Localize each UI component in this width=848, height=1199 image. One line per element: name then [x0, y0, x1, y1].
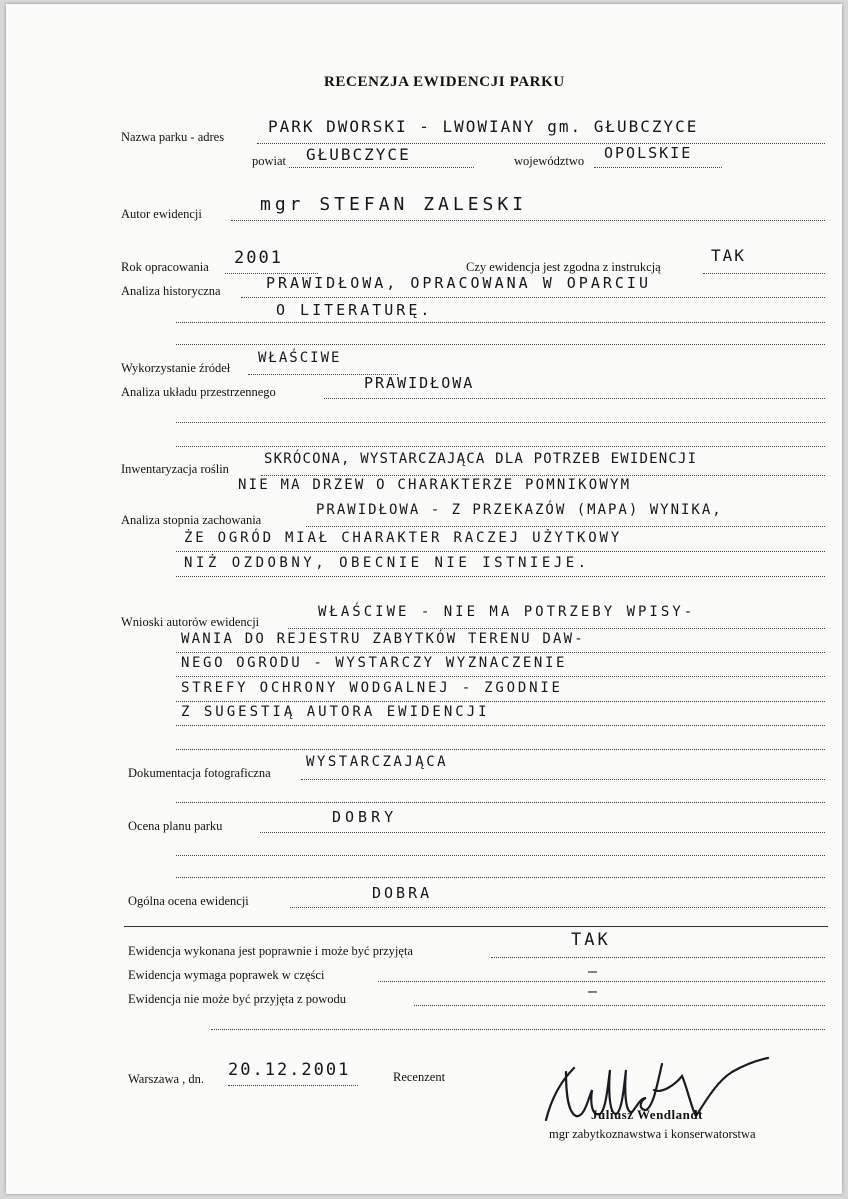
- stopien-value2: ŻE OGRÓD MIAŁ CHARAKTER RACZEJ UŻYTKOWY: [184, 530, 622, 546]
- dokumentacja-value: WYSTARCZAJĄCA: [306, 754, 449, 770]
- stopien-value1: PRAWIDŁOWA - Z PRZEKAZÓW (MAPA) WYNIKA,: [316, 502, 723, 518]
- stopien-line3: [176, 576, 825, 577]
- form-sheet: [6, 4, 842, 1194]
- wnioski-line5: [176, 725, 825, 726]
- form-title: RECENZJA EWIDENCJI PARKU: [324, 74, 565, 90]
- powod-line1: [414, 1005, 825, 1006]
- zgodna-label: Czy ewidencja jest zgodna z instrukcją: [466, 260, 661, 274]
- powod-line2: [211, 1029, 825, 1030]
- reviewer-label: Recenzent: [393, 1070, 446, 1084]
- uklad-label: Analiza układu przestrzennego: [121, 385, 276, 399]
- uklad-line3: [176, 446, 825, 447]
- wojewodztwo-value: OPOLSKIE: [604, 144, 693, 162]
- ogolna-label: Ogólna ocena ewidencji: [128, 894, 249, 908]
- plan-line2: [176, 855, 825, 856]
- wnioski-label: Wnioski autorów ewidencji: [121, 615, 260, 629]
- wnioski-line2: [176, 652, 825, 653]
- powod-value: —: [588, 982, 600, 1000]
- stopien-line2: [176, 551, 825, 552]
- poprawek-label: Ewidencja wymaga poprawek w części: [128, 968, 325, 982]
- rok-label: Rok opracowania: [121, 260, 209, 274]
- stopien-line1: [306, 526, 825, 527]
- plan-value: DOBRY: [332, 808, 398, 826]
- poprawnie-line: [491, 957, 825, 958]
- poprawnie-label: Ewidencja wykonana jest poprawnie i może być przyjęta: [128, 944, 413, 958]
- dokumentacja-line2: [176, 802, 825, 803]
- inwentaryzacja-label: Inwentaryzacja roślin: [121, 462, 229, 476]
- zrodla-label: Wykorzystanie źródeł: [121, 361, 231, 375]
- poprawnie-value: TAK: [571, 930, 611, 950]
- wnioski-line3: [176, 676, 825, 677]
- wnioski-value1: WŁAŚCIWE - NIE MA POTRZEBY WPISY-: [318, 604, 696, 620]
- wnioski-value2: WANIA DO REJESTRU ZABYTKÓW TERENU DAW-: [181, 631, 585, 647]
- powod-label: Ewidencja nie może być przyjęta z powodu: [128, 992, 346, 1006]
- wnioski-line1: [288, 628, 825, 629]
- nazwa-parku-value: PARK DWORSKI - LWOWIANY gm. GŁUBCZYCE: [268, 117, 699, 136]
- analiza-historyczna-line3: [176, 344, 825, 345]
- powiat-value: GŁUBCZYCE: [306, 145, 411, 164]
- analiza-historyczna-line2: [176, 322, 825, 323]
- reviewer-name: Juliusz Wendlandt: [591, 1107, 703, 1122]
- divider: [124, 926, 828, 927]
- autor-line: [231, 220, 825, 221]
- stopien-value3: NIŻ OZDOBNY, OBECNIE NIE ISTNIEJE.: [184, 555, 590, 571]
- powiat-label: powiat: [252, 154, 287, 168]
- dokumentacja-label: Dokumentacja fotograficzna: [128, 766, 271, 780]
- uklad-line: [324, 398, 825, 399]
- date-value: 20.12.2001: [228, 1060, 351, 1080]
- zgodna-value: TAK: [711, 246, 746, 265]
- place-label: Warszawa , dn.: [128, 1072, 205, 1086]
- plan-line1: [260, 832, 825, 833]
- dokumentacja-line1: [301, 779, 825, 780]
- wnioski-value4: STREFY OCHRONY WODGALNEJ - ZGODNIE: [181, 680, 563, 696]
- nazwa-parku-label: Nazwa parku - adres: [121, 130, 225, 144]
- zgodna-line: [703, 273, 825, 274]
- rok-value: 2001: [234, 248, 283, 268]
- wojewodztwo-label: województwo: [514, 154, 585, 168]
- stopien-label: Analiza stopnia zachowania: [121, 513, 262, 527]
- autor-value: mgr STEFAN ZALESKI: [260, 194, 528, 215]
- poprawek-line: [378, 981, 825, 982]
- reviewer-title: mgr zabytkoznawstwa i konserwatorstwa: [549, 1127, 756, 1141]
- wnioski-value3: NEGO OGRODU - WYSTARCZY WYZNACZENIE: [181, 655, 568, 671]
- powiat-line: [289, 167, 474, 168]
- ogolna-line: [290, 907, 825, 908]
- wojewodztwo-line: [594, 167, 722, 168]
- inwentaryzacja-value1: SKRÓCONA, WYSTARCZAJĄCA DLA POTRZEB EWIDENCJI: [264, 451, 698, 467]
- autor-label: Autor ewidencji: [121, 207, 202, 221]
- inwentaryzacja-value2: NIE MA DRZEW O CHARAKTERZE POMNIKOWYM: [238, 477, 632, 493]
- poprawek-value: —: [588, 962, 600, 980]
- inwentaryzacja-line1: [261, 475, 825, 476]
- plan-line3: [176, 877, 825, 878]
- nazwa-parku-line: [257, 143, 825, 144]
- date-line: [228, 1085, 358, 1086]
- ogolna-value: DOBRA: [372, 884, 433, 902]
- wnioski-value5: Z SUGESTIĄ AUTORA EWIDENCJI: [181, 704, 490, 720]
- analiza-historyczna-value1: PRAWIDŁOWA, OPRACOWANA W OPARCIU: [266, 274, 651, 292]
- uklad-value: PRAWIDŁOWA: [364, 374, 475, 392]
- analiza-historyczna-label: Analiza historyczna: [121, 284, 221, 298]
- zrodla-value: WŁAŚCIWE: [258, 350, 342, 366]
- analiza-historyczna-value2: O LITERATURĘ.: [276, 301, 433, 319]
- uklad-line2: [176, 422, 825, 423]
- wnioski-line4: [176, 701, 825, 702]
- plan-label: Ocena planu parku: [128, 819, 223, 833]
- analiza-historyczna-line1: [241, 297, 825, 298]
- wnioski-line6: [176, 749, 825, 750]
